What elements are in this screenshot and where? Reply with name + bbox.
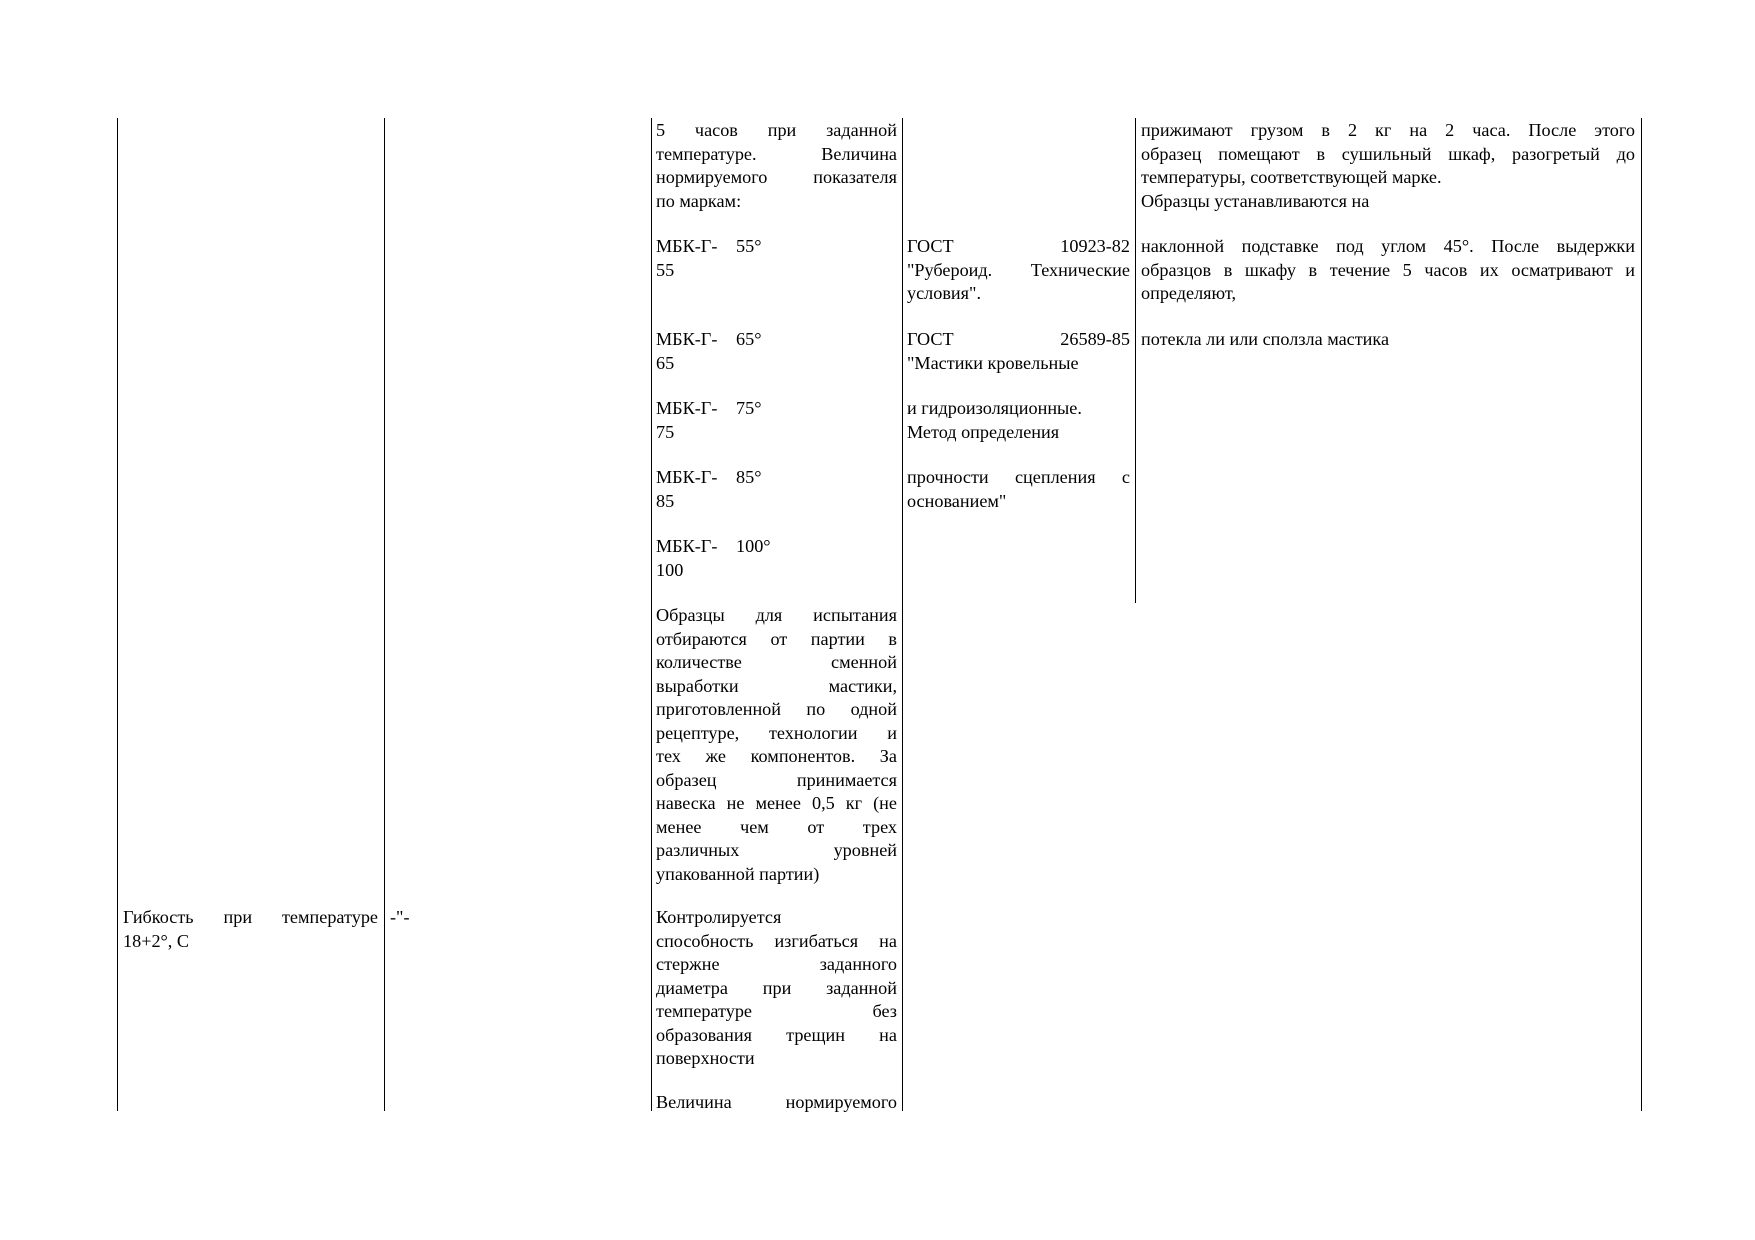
method-paragraph: потекла ли или сползла мастика	[1141, 329, 1390, 349]
ditto-mark: -"-	[390, 907, 410, 927]
grade-row: МБК-Г- 100° 100	[656, 536, 771, 580]
grade-row: МБК-Г- 75° 75	[656, 398, 762, 442]
method-paragraph: наклонной подставке под углом 45°. После выдержки образцов в шкафу в течение 5 часов их осматривают и определяют,	[1141, 236, 1635, 303]
grade-row: МБК-Г- 65° 65	[656, 329, 762, 373]
gost-reference-continued: и гидроизоляционные. Метод определения	[907, 398, 1082, 442]
gost-reference: ГОСТ 26589-85 "Мастики кровельные	[907, 329, 1130, 373]
grade-row: МБК-Г- 85° 85	[656, 467, 762, 511]
table-divider-col1	[384, 118, 385, 1111]
gost-reference: ГОСТ 10923-82 "Рубероид. Технические условия".	[907, 236, 1130, 303]
table-border-left	[117, 118, 118, 1111]
table-divider-col3	[902, 118, 903, 1111]
table-divider-col4	[1135, 118, 1136, 603]
norm-paragraph: Величина нормируемого	[656, 1092, 897, 1112]
control-paragraph: Контролируется способность изгибаться на стержне заданного диаметра при заданной температуре без образования трещин на поверхности	[656, 907, 897, 1068]
property-flexibility: Гибкость при температуре 18+2°, С	[123, 907, 378, 951]
method-paragraph: прижимают грузом в 2 кг на 2 часа. После этого образец помещают в сушильный шкаф, разогретый до температуры, соответствующей марке. Образцы устанавливаются на	[1141, 120, 1635, 211]
table-divider-col2	[651, 118, 652, 1111]
gost-reference-continued: прочности сцепления с основанием"	[907, 467, 1130, 511]
grade-row: МБК-Г- 55° 55	[656, 236, 762, 280]
norm-intro: 5 часов при заданной температуре. Величина нормируемого показателя по маркам:	[656, 120, 897, 211]
table-border-right	[1641, 118, 1642, 1111]
sampling-paragraph: Образцы для испытания отбираются от партии в количестве сменной выработки мастики, приготовленной по одной рецептуре, технологии и тех же компонентов. За образец принимается навеска не менее 0,5 кг (не менее чем от трех различных уровней упакованной партии)	[656, 605, 897, 884]
